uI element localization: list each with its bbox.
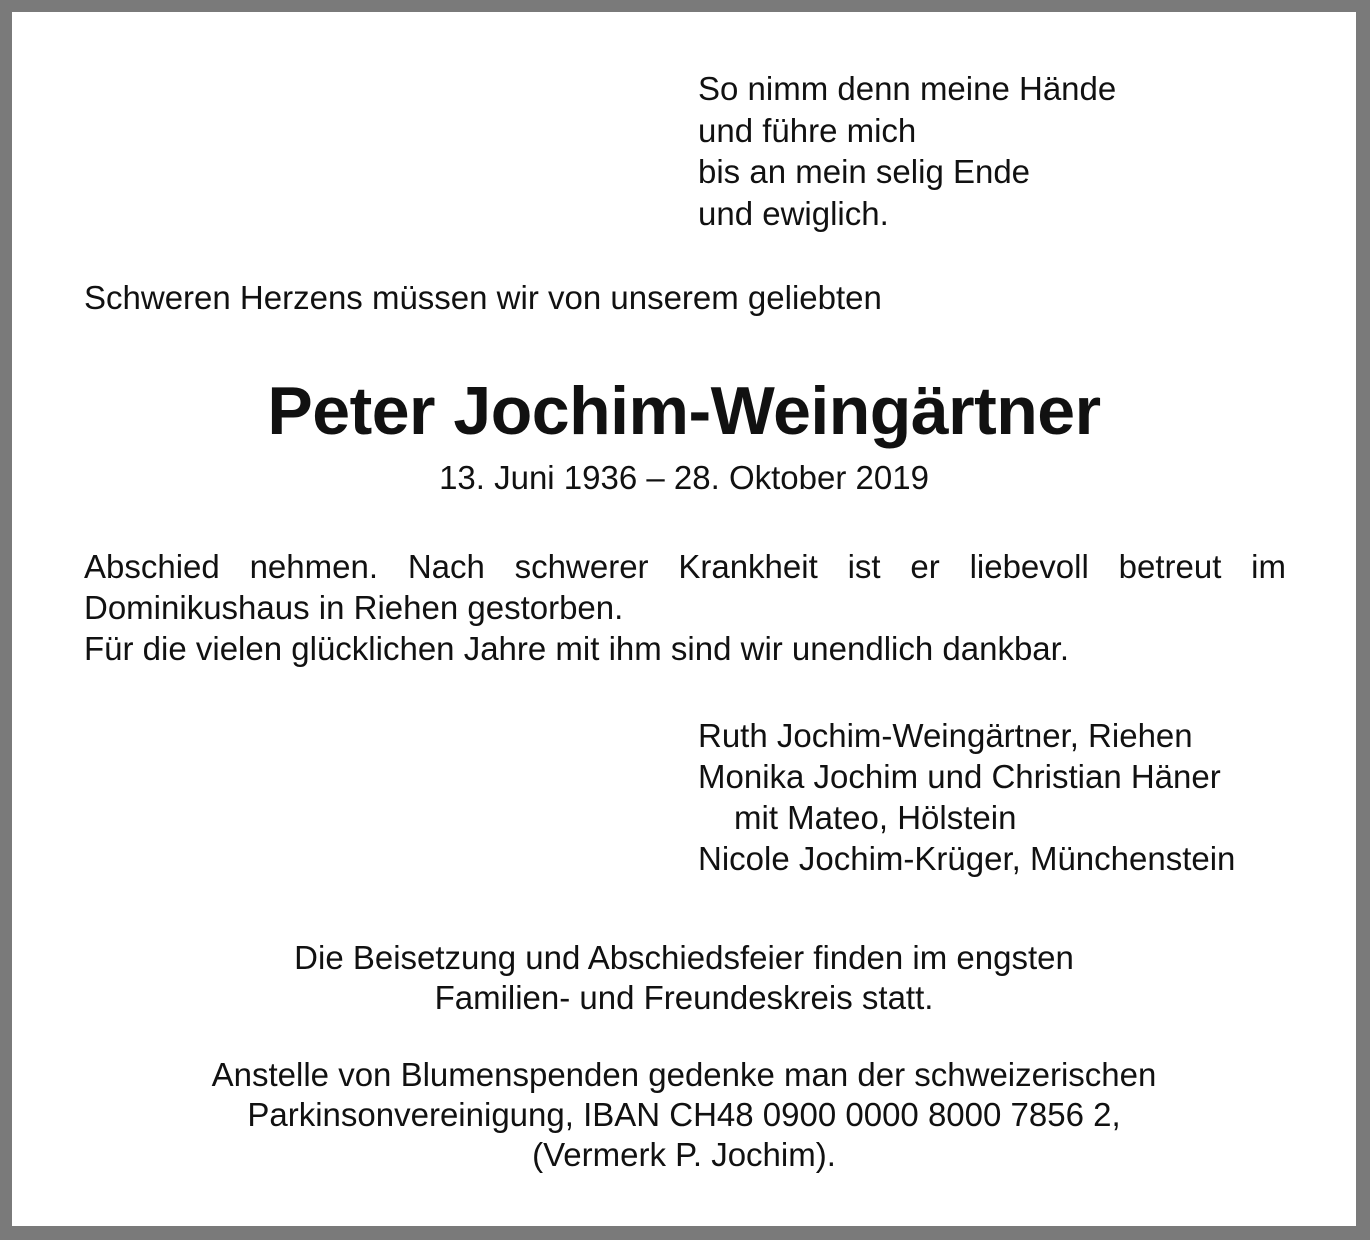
burial-notice [12, 938, 1356, 1018]
signature-line: mit Mateo, Hölstein [734, 799, 1017, 836]
verse-line: und ewiglich. [698, 194, 889, 232]
signature-line: Ruth Jochim-Weingärtner, Riehen [698, 717, 1193, 754]
verse-line: So nimm denn meine Hände [698, 70, 1117, 107]
body-text [84, 546, 1286, 669]
signatures [698, 715, 1235, 879]
signature-line: Nicole Jochim-Krüger, Münchenstein [698, 840, 1236, 877]
signature-line: Monika Jochim und Christian Häner [698, 758, 1221, 795]
burial-line: Die Beisetzung und Abschiedsfeier finden im engsten [294, 939, 1074, 976]
deceased-name: Peter Jochim-Weingärtner [267, 373, 1101, 449]
verse [698, 68, 1116, 234]
verse-line: und führe mich [698, 111, 917, 149]
body-paragraph: Für die vielen glücklichen Jahre mit ihm sind wir unendlich dankbar. [84, 630, 1069, 667]
burial-line: Familien- und Freundeskreis statt. [434, 979, 934, 1016]
intro-text: Schweren Herzens müssen wir von unserem geliebten [84, 279, 882, 316]
verse-line: bis an mein selig Ende [698, 153, 1031, 190]
donation-notice [12, 1055, 1356, 1175]
obituary-page [12, 12, 1356, 1226]
donation-line: Anstelle von Blumenspenden gedenke man der schweizerischen [211, 1056, 1157, 1093]
body-paragraph: Abschied nehmen. Nach schwerer Krankheit ist er liebevoll betreut im Dominikushaus in Riehen gestorben. [84, 548, 1286, 626]
donation-line: Parkinsonvereinigung, IBAN CH48 0900 0000 8000 7856 2, [247, 1096, 1121, 1133]
life-dates: 13. Juni 1936 – 28. Oktober 2019 [439, 459, 929, 496]
donation-line: (Vermerk P. Jochim). [532, 1136, 836, 1173]
